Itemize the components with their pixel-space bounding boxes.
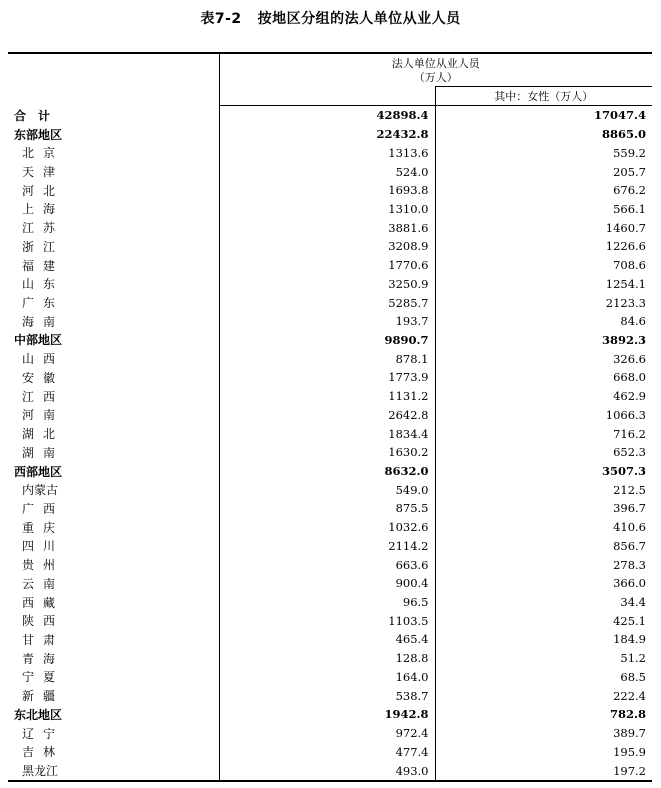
column-header-female: 其中：女性（万人） [435,87,652,106]
row-female-value: 195.9 [613,744,646,759]
table-row [8,218,652,237]
row-female-value: 17047.4 [593,108,646,123]
row-female-value: 716.2 [613,426,646,441]
row-female-value: 462.9 [613,389,646,404]
row-total-value: 3208.9 [219,237,435,256]
row-region-name: 天津 [8,162,219,181]
row-region-name: 辽宁 [8,724,219,743]
row-total-value: 42898.4 [219,106,435,125]
column-header-total-line2: （万人） [413,71,458,84]
row-female-value: 782.8 [609,707,646,722]
row-total-value: 1773.9 [219,368,435,387]
row-region-name: 陕西 [8,611,219,630]
row-female-value: 1254.1 [605,276,646,291]
row-total-value: 524.0 [219,162,435,181]
row-total-value: 663.6 [219,555,435,574]
row-female-value: 410.6 [613,520,646,535]
row-total-value: 164.0 [219,668,435,687]
table-row [8,649,652,668]
row-total-value: 2642.8 [219,406,435,425]
row-region-name: 山西 [8,349,219,368]
row-female-value: 396.7 [613,501,646,516]
table-row [8,274,652,293]
row-region-name: 西部地区 [8,462,219,481]
row-female-value: 1066.3 [605,407,646,422]
table-row [8,761,652,781]
table-title [0,8,661,28]
table-row [8,499,652,518]
row-female-value: 184.9 [613,632,646,647]
row-female-value: 278.3 [613,557,646,572]
row-region-name: 青海 [8,649,219,668]
row-female-value: 3892.3 [601,332,646,347]
table-row [8,518,652,537]
row-total-value: 3250.9 [219,274,435,293]
table-row [8,611,652,630]
row-female-value: 652.3 [613,445,646,460]
row-total-value: 96.5 [219,593,435,612]
row-region-name: 合 计 [8,106,219,125]
table-row [8,443,652,462]
row-region-name: 贵州 [8,555,219,574]
row-total-value: 1693.8 [219,181,435,200]
row-total-value: 538.7 [219,686,435,705]
row-region-name: 广西 [8,499,219,518]
table-row [8,480,652,499]
table-row [8,593,652,612]
table-row [8,162,652,181]
table-row [8,368,652,387]
row-female-value: 1460.7 [605,220,646,235]
row-female-value: 1226.6 [605,239,646,254]
row-region-name: 江苏 [8,218,219,237]
row-total-value: 1834.4 [219,424,435,443]
row-total-value: 2114.2 [219,537,435,556]
row-female-value: 566.1 [613,201,646,216]
row-female-value: 84.6 [620,314,646,329]
table-row [8,705,652,724]
row-female-value: 51.2 [620,651,646,666]
row-total-value: 9890.7 [219,331,435,350]
row-region-name: 重庆 [8,518,219,537]
table-row [8,237,652,256]
row-total-value: 878.1 [219,349,435,368]
row-total-value: 477.4 [219,742,435,761]
row-total-value: 193.7 [219,312,435,331]
table-row [8,462,652,481]
row-region-name: 黑龙江 [8,761,219,781]
row-female-value: 197.2 [435,761,652,781]
row-total-value: 900.4 [219,574,435,593]
table-row [8,293,652,312]
row-female-value: 366.0 [613,576,646,591]
row-region-name: 东部地区 [8,125,219,144]
table-row [8,630,652,649]
row-total-value: 1131.2 [219,387,435,406]
row-region-name: 河北 [8,181,219,200]
table-row [8,331,652,350]
row-total-value: 5285.7 [219,293,435,312]
row-female-value: 389.7 [613,726,646,741]
row-total-value: 128.8 [219,649,435,668]
table-row [8,200,652,219]
row-region-name: 内蒙古 [8,480,219,499]
row-region-name: 宁夏 [8,668,219,687]
row-total-value: 1942.8 [219,705,435,724]
row-female-value: 3507.3 [601,464,646,479]
table-row [8,724,652,743]
row-region-name: 海南 [8,312,219,331]
row-region-name: 东北地区 [8,705,219,724]
row-region-name: 湖北 [8,424,219,443]
table-row [8,256,652,275]
stub-header [8,53,219,106]
row-region-name: 北京 [8,143,219,162]
row-region-name: 甘肃 [8,630,219,649]
table-row [8,574,652,593]
row-total-value: 493.0 [219,761,435,781]
row-region-name: 四川 [8,537,219,556]
row-total-value: 3881.6 [219,218,435,237]
row-total-value: 1310.0 [219,200,435,219]
row-region-name: 河南 [8,406,219,425]
table-number: 表7-2 [200,11,242,27]
row-female-value: 326.6 [613,351,646,366]
row-total-value: 8632.0 [219,462,435,481]
row-total-value: 1770.6 [219,256,435,275]
row-female-value: 2123.3 [605,295,646,310]
table-row [8,742,652,761]
row-female-value: 222.4 [613,688,646,703]
row-female-value: 559.2 [613,145,646,160]
row-total-value: 22432.8 [219,125,435,144]
row-female-value: 205.7 [613,164,646,179]
table-row [8,668,652,687]
table-row [8,312,652,331]
row-total-value: 549.0 [219,480,435,499]
row-total-value: 465.4 [219,630,435,649]
row-total-value: 1032.6 [219,518,435,537]
row-region-name: 吉林 [8,742,219,761]
row-region-name: 西藏 [8,593,219,612]
table-row [8,686,652,705]
row-total-value: 1313.6 [219,143,435,162]
table-title-text: 按地区分组的法人单位从业人员 [257,11,461,27]
row-region-name: 山东 [8,274,219,293]
table-row [8,555,652,574]
table-row [8,106,652,125]
row-female-value: 8865.0 [601,127,646,142]
row-total-value: 972.4 [219,724,435,743]
table-row [8,406,652,425]
column-header-total-line1: 法人单位从业人员 [391,57,480,70]
row-region-name: 云南 [8,574,219,593]
table-row [8,125,652,144]
row-region-name: 安徽 [8,368,219,387]
row-female-value: 212.5 [613,482,646,497]
row-female-value: 425.1 [613,613,646,628]
row-female-value: 676.2 [613,183,646,198]
column-header-total [219,53,652,87]
row-region-name: 浙江 [8,237,219,256]
table-row [8,537,652,556]
row-female-value: 68.5 [620,669,646,684]
row-total-value: 1630.2 [219,443,435,462]
row-female-value: 34.4 [620,595,646,610]
row-region-name: 上海 [8,200,219,219]
table-row [8,424,652,443]
row-region-name: 新疆 [8,686,219,705]
row-total-value: 875.5 [219,499,435,518]
row-female-value: 856.7 [613,538,646,553]
column-header-spacer [219,87,435,106]
employment-table [8,52,652,782]
table-body [8,106,652,781]
table-row [8,143,652,162]
row-region-name: 湖南 [8,443,219,462]
row-region-name: 江西 [8,387,219,406]
row-region-name: 福建 [8,256,219,275]
row-total-value: 1103.5 [219,611,435,630]
table-row [8,181,652,200]
row-region-name: 中部地区 [8,331,219,350]
row-region-name: 广东 [8,293,219,312]
row-female-value: 708.6 [613,258,646,273]
table-row [8,349,652,368]
table-row [8,387,652,406]
row-female-value: 668.0 [613,370,646,385]
